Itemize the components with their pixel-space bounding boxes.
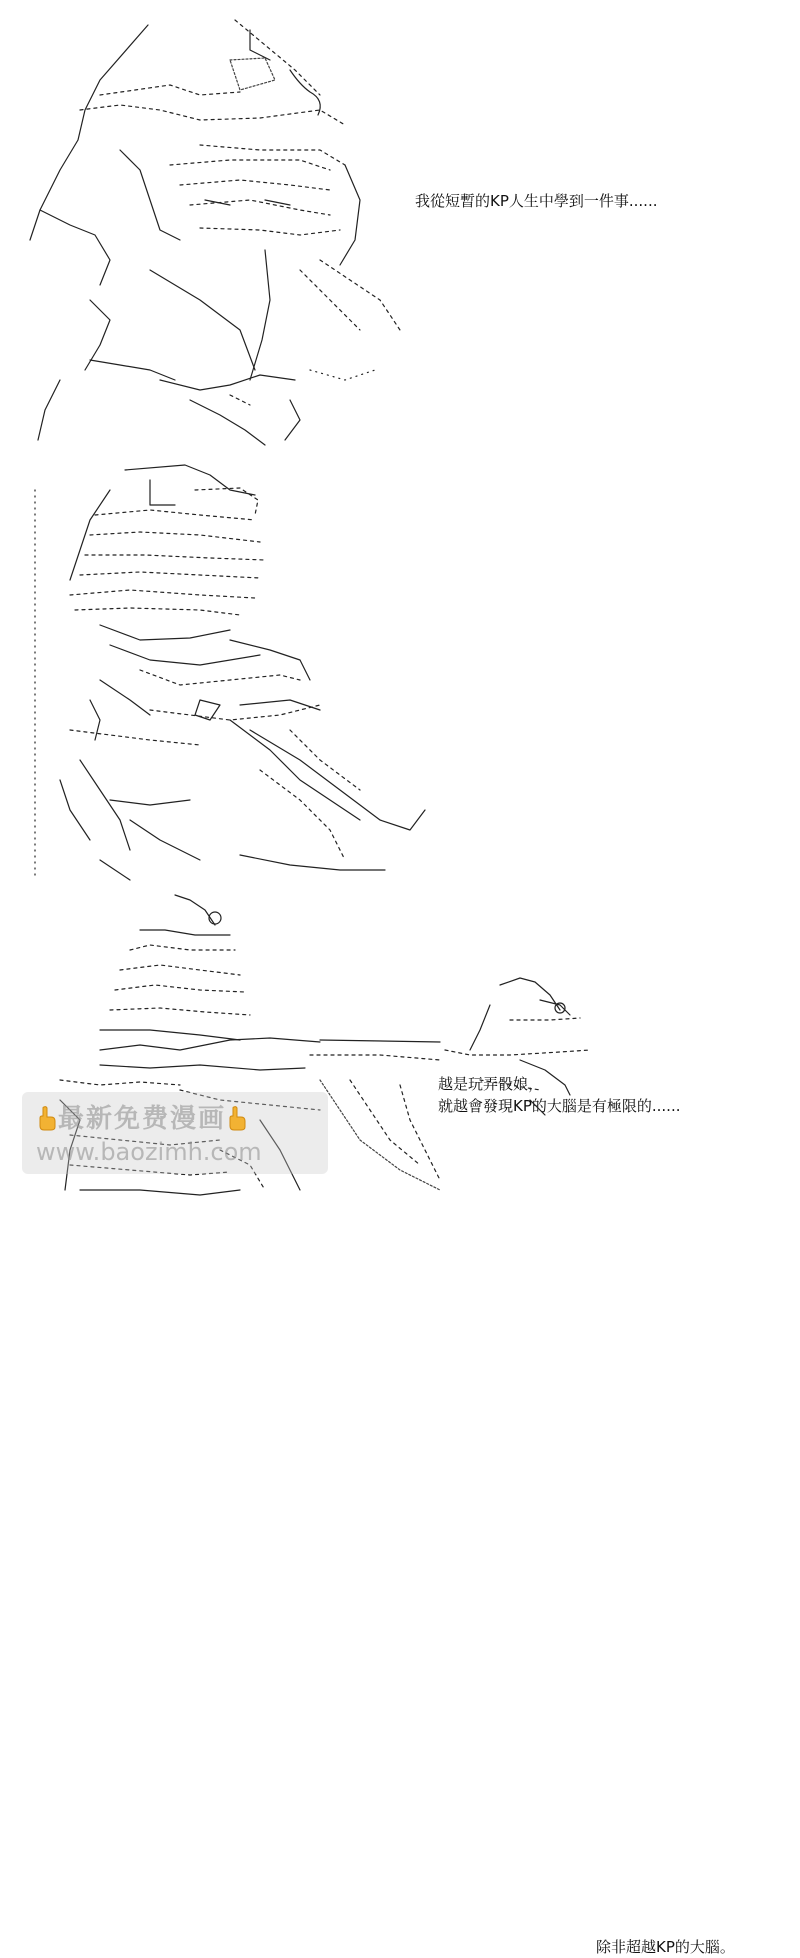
panel-2 xyxy=(0,460,800,1115)
panel-1 xyxy=(0,0,800,460)
watermark-title-row xyxy=(36,1098,248,1135)
ascii-art-character-1 xyxy=(0,0,800,460)
watermark-title: 最新免费漫画 xyxy=(58,1104,227,1134)
caption-panel-1: 我從短暫的KP人生中學到一件事...... xyxy=(415,192,658,210)
pointing-hand-icon xyxy=(36,1105,58,1131)
watermark xyxy=(22,1092,328,1174)
ascii-art-character-2 xyxy=(0,460,800,890)
caption-panel-2-line-2: 就越會發現KP的大腦是有極限的...... xyxy=(438,1097,681,1115)
watermark-url: www.baozimh.com xyxy=(36,1138,262,1166)
pointing-hand-icon xyxy=(226,1105,248,1131)
caption-panel-2-line-1: 越是玩弄骰娘， xyxy=(438,1075,544,1093)
caption-panel-3: 除非超越KP的大腦。 xyxy=(596,1938,735,1956)
